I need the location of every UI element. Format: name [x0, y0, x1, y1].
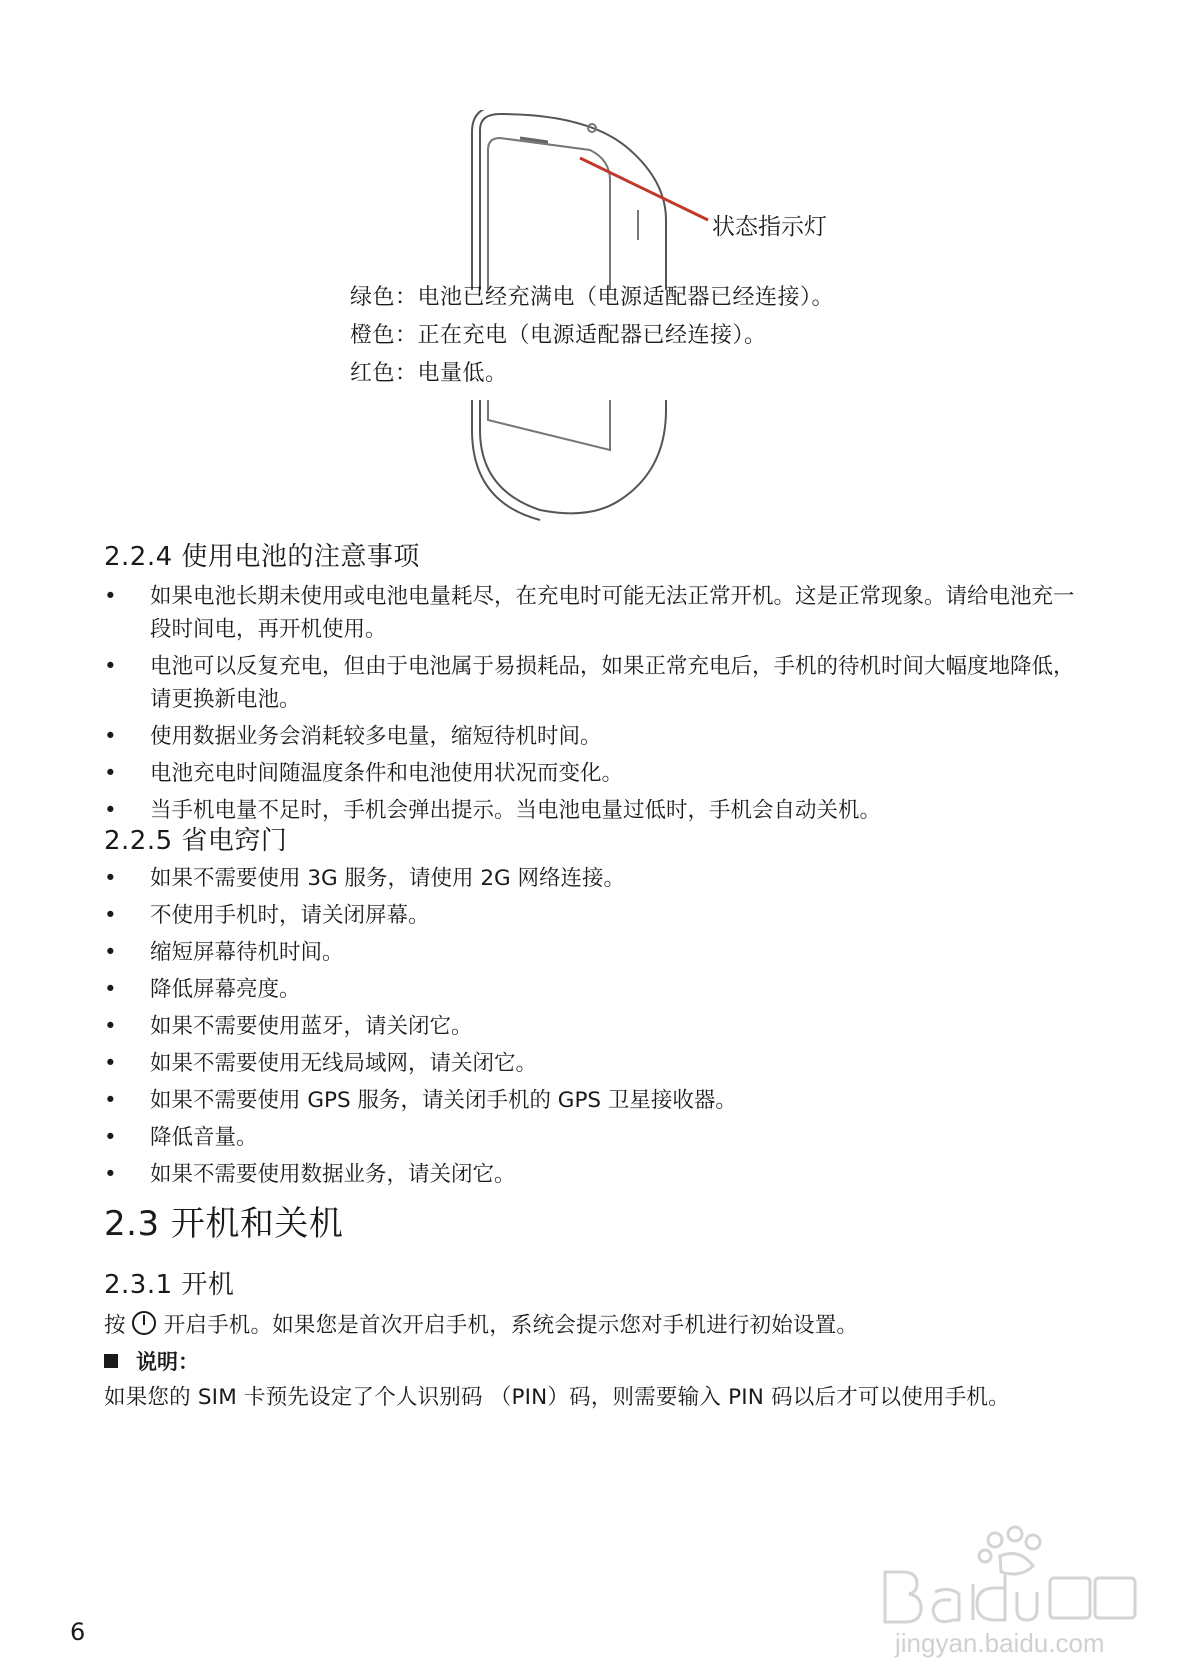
list-item: • 不使用手机时，请关闭屏幕。: [104, 899, 1084, 932]
list-item: • 如果不需要使用无线局域网，请关闭它。: [104, 1047, 1084, 1080]
section-heading-2-3-1: 2.3.1 开机: [104, 1270, 235, 1300]
note-heading: [104, 1346, 199, 1376]
bullet-icon: •: [104, 654, 117, 679]
battery-notes-list: [104, 580, 1084, 827]
bullet-icon: •: [104, 1051, 117, 1076]
list-item: • 如果电池长期未使用或电池电量耗尽，在充电时可能无法正常开机。这是正常现象。请给电池充一段时间电，再开机使用。: [104, 580, 1084, 646]
section-heading-2-3: 2.3 开机和关机: [104, 1204, 344, 1244]
legend-green-text: 电池已经充满电（电源适配器已经连接）。: [417, 285, 835, 310]
legend-red-label: 红色：: [350, 361, 418, 386]
note-heading-label: 说明：: [136, 1350, 199, 1374]
bullet-icon: •: [104, 761, 117, 786]
legend-red: [350, 356, 508, 387]
power-icon: [132, 1311, 156, 1335]
power-on-prefix: 按: [104, 1313, 126, 1338]
section-heading-2-2-5: 2.2.5 省电窍门: [104, 826, 288, 856]
legend-red-text: 电量低。: [417, 361, 508, 386]
power-saving-list: [104, 862, 1084, 1191]
list-item: • 如果不需要使用 GPS 服务，请关闭手机的 GPS 卫星接收器。: [104, 1084, 1084, 1117]
list-item: • 如果不需要使用 3G 服务，请使用 2G 网络连接。: [104, 862, 1084, 895]
list-item: • 如果不需要使用蓝牙，请关闭它。: [104, 1010, 1084, 1043]
svg-text:jingyan.baidu.com: jingyan.baidu.com: [895, 1628, 1105, 1658]
legend-green-label: 绿色：: [350, 285, 418, 310]
legend-green: [350, 280, 834, 311]
bullet-icon: •: [104, 1162, 117, 1187]
power-on-suffix: 开启手机。如果您是首次开启手机，系统会提示您对手机进行初始设置。: [163, 1313, 859, 1338]
page-number: 6: [70, 1618, 86, 1646]
list-item: • 如果不需要使用数据业务，请关闭它。: [104, 1158, 1084, 1191]
bullet-icon: •: [104, 798, 117, 823]
bullet-icon: •: [104, 724, 117, 749]
list-item: • 电池充电时间随温度条件和电池使用状况而变化。: [104, 757, 1084, 790]
power-on-paragraph: [104, 1308, 858, 1339]
section-heading-2-2-4: 2.2.4 使用电池的注意事项: [104, 542, 420, 572]
bullet-icon: •: [104, 940, 117, 965]
indicator-label: 状态指示灯: [712, 214, 827, 240]
bullet-icon: •: [104, 903, 117, 928]
bullet-icon: •: [104, 584, 117, 609]
list-item: • 电池可以反复充电，但由于电池属于易损耗品，如果正常充电后，手机的待机时间大幅度地降低，请更换新电池。: [104, 650, 1084, 716]
bullet-icon: •: [104, 977, 117, 1002]
list-item: • 缩短屏幕待机时间。: [104, 936, 1084, 969]
legend-orange-text: 正在充电（电源适配器已经连接）。: [417, 323, 767, 348]
indicator-callout-line: [540, 150, 720, 230]
list-item: • 降低屏幕亮度。: [104, 973, 1084, 1006]
legend-orange: [350, 318, 767, 349]
list-item: • 使用数据业务会消耗较多电量，缩短待机时间。: [104, 720, 1084, 753]
bullet-icon: •: [104, 1125, 117, 1150]
baidu-jingyan-watermark: [855, 1522, 1145, 1662]
bullet-icon: •: [104, 866, 117, 891]
note-text: 如果您的 SIM 卡预先设定了个人识别码 （PIN）码，则需要输入 PIN 码以后才可以使用手机。: [104, 1385, 1010, 1410]
legend-orange-label: 橙色：: [350, 323, 418, 348]
note-square-icon: [104, 1354, 118, 1368]
list-item: • 降低音量。: [104, 1121, 1084, 1154]
list-item: • 当手机电量不足时，手机会弹出提示。当电池电量过低时，手机会自动关机。: [104, 794, 1084, 827]
bullet-icon: •: [104, 1088, 117, 1113]
bullet-icon: •: [104, 1014, 117, 1039]
